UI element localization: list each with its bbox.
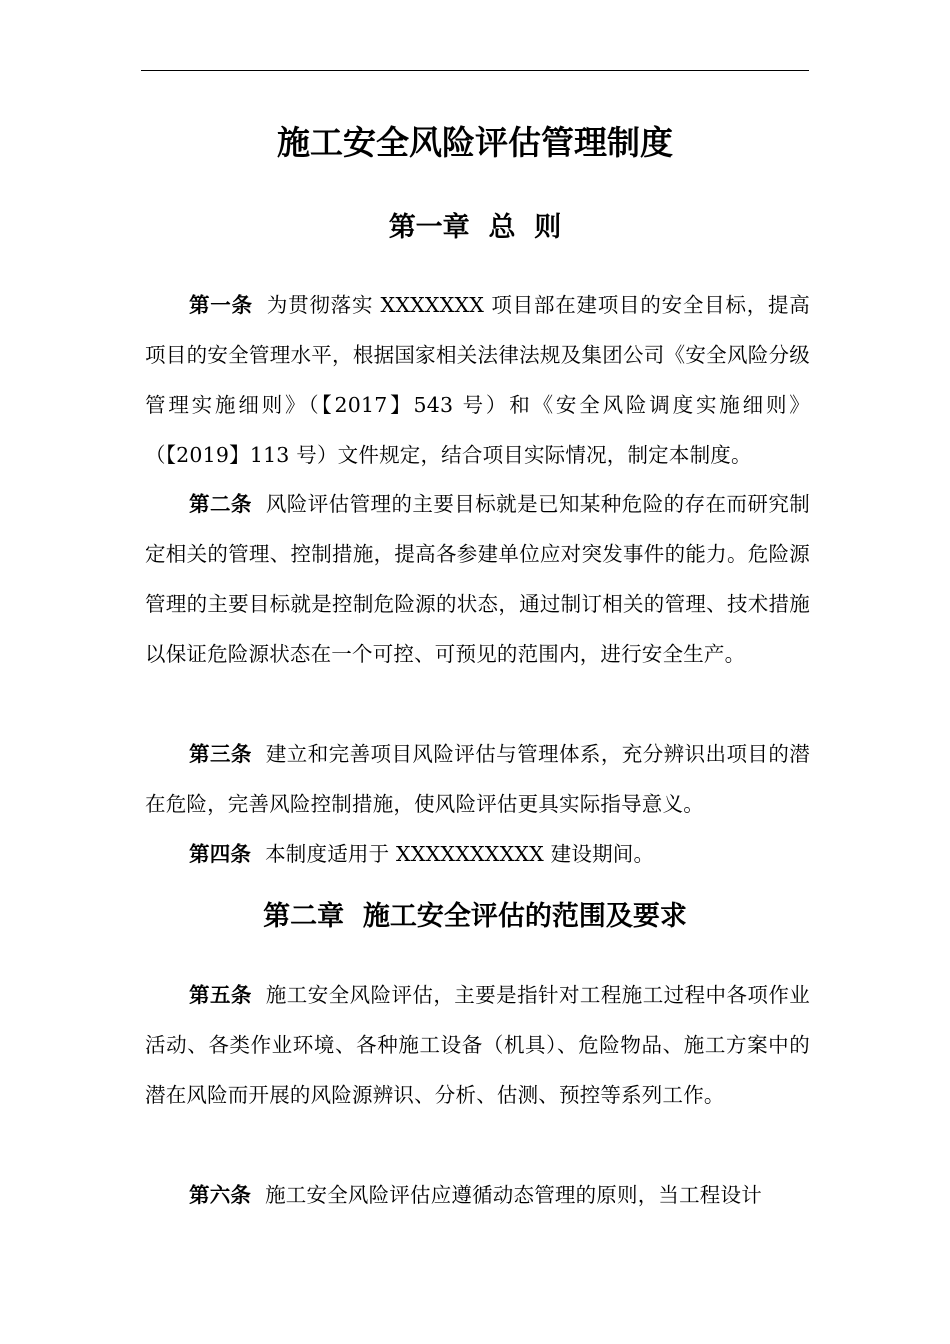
article-text: 施工安全风险评估应遵循动态管理的原则，当工程设计 xyxy=(265,1183,762,1207)
chapter-heading-2: 第二章 施工安全评估的范围及要求 xyxy=(263,901,687,932)
article-text: 建立和完善项目风险评估与管理体系，充分辨识出项目的潜在危险，完善风险控制措施，使风险评估更具实际指导意义。 xyxy=(145,742,810,816)
chapter-heading-1: 第一章 总 则 xyxy=(388,212,562,243)
document-title: 施工安全风险评估管理制度 xyxy=(277,123,673,162)
article-label: 第一条 xyxy=(189,293,253,317)
article-label: 第四条 xyxy=(189,842,252,866)
article-label: 第五条 xyxy=(189,983,252,1007)
header-rule xyxy=(141,70,809,71)
article-text: 为贯彻落实 XXXXXXX 项目部在建项目的安全目标，提高项目的安全管理水平，根据国家相关法律法规及集团公司《安全风险分级管理实施细则》（【2017】543 号）和《安全风险调度实施细则》（【2019】113 号）文件规定，结合项目实际情况，制定本制度。 xyxy=(145,293,810,467)
article-label: 第二条 xyxy=(189,492,252,516)
article-3 xyxy=(145,729,810,829)
article-4 xyxy=(145,829,810,879)
article-text: 风险评估管理的主要目标就是已知某种危险的存在而研究制定相关的管理、控制措施，提高各参建单位应对突发事件的能力。危险源管理的主要目标就是控制危险源的状态，通过制订相关的管理、技术措施以保证危险源状态在一个可控、可预见的范围内，进行安全生产。 xyxy=(145,492,810,666)
article-5 xyxy=(145,970,810,1120)
article-label: 第三条 xyxy=(189,742,252,766)
article-text: 施工安全风险评估，主要是指针对工程施工过程中各项作业活动、各类作业环境、各种施工设备（机具）、危险物品、施工方案中的潜在风险而开展的风险源辨识、分析、估测、预控等系列工作。 xyxy=(145,983,810,1107)
article-2 xyxy=(145,479,810,679)
article-text: 本制度适用于 XXXXXXXXXX 建设期间。 xyxy=(265,842,655,866)
article-label: 第六条 xyxy=(189,1183,252,1207)
article-1 xyxy=(145,280,810,480)
article-6 xyxy=(145,1170,810,1220)
